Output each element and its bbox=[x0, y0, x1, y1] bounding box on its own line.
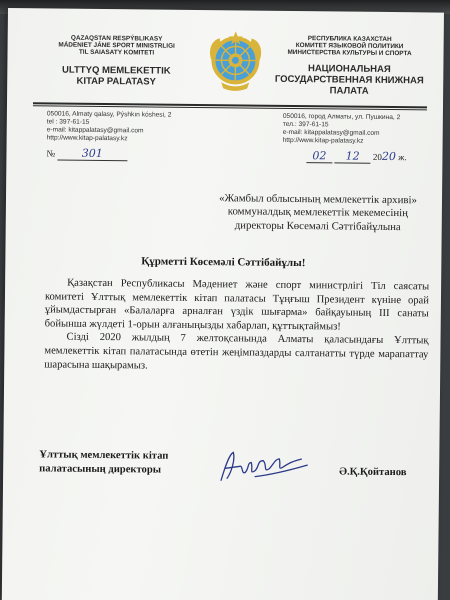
letterhead-kazakh bbox=[41, 34, 192, 87]
handwritten-number: 301 bbox=[57, 147, 127, 162]
address-email: e-mail: kitappalatasy@gmail.com bbox=[282, 128, 380, 137]
letterhead-left-line: TIL SAIASATY KOMITETI bbox=[78, 49, 155, 57]
reference-number bbox=[46, 146, 127, 161]
letterhead-right-title: ПАЛАТА bbox=[329, 84, 369, 97]
letterhead-left-line: MÁDENIET JÁNE SPORT MINISTRLIGI bbox=[58, 41, 175, 50]
number-prefix: № bbox=[46, 148, 56, 159]
date-end: ж. bbox=[398, 152, 407, 163]
letter-body bbox=[44, 276, 429, 375]
position-line: палатасының директоры bbox=[39, 463, 162, 476]
address-phone: tel : 397-61-15 bbox=[46, 118, 90, 126]
letter-page bbox=[2, 8, 444, 600]
greeting: Құрметті Көсемәлі Сәттібайұлы! bbox=[141, 255, 306, 270]
letterhead bbox=[7, 28, 444, 113]
letterhead-right-line: РЕСПУБЛИКА КАЗАХСТАН bbox=[307, 35, 392, 44]
address-kazakh bbox=[47, 110, 172, 143]
letterhead-left-title: KITAP PALATASY bbox=[76, 75, 156, 88]
signatory-name: Ә.Қ.Қойтанов bbox=[339, 466, 407, 479]
reference-date bbox=[306, 149, 406, 164]
date-month: 12 bbox=[335, 149, 371, 163]
handwritten-signature-icon bbox=[215, 446, 311, 487]
letterhead-right-line: КОМИТЕТ ЯЗЫКОВОЙ ПОЛИТИКИ bbox=[295, 42, 404, 51]
address-website: http://www.kitap-palatasy.kz bbox=[282, 136, 364, 145]
date-year-prefix: 20 bbox=[372, 151, 383, 162]
letterhead-left-line: QAZAQSTAN RESPÝBLIKASY bbox=[70, 34, 163, 43]
address-website: http://www.kitap-palatasy.kz bbox=[46, 134, 128, 143]
addressee-line: коммуналдық мемлекеттік мекемесінің bbox=[227, 205, 408, 220]
addressee-line: «Жамбыл облысының мемлекеттік архиві» bbox=[219, 192, 417, 207]
addressee-line: директоры Көсемәлі Сәттібайұлына bbox=[234, 219, 401, 233]
letterhead-left-title: ULTTYQ MEMLEKETTIK bbox=[62, 64, 171, 77]
date-year-suffix: 20 bbox=[381, 149, 397, 164]
address-line: 050016, город Алматы, ул. Пушкина, 2 bbox=[282, 112, 401, 122]
letterhead-right-line: МИНИСТЕРСТВА КУЛЬТУРЫ И СПОРТА bbox=[287, 49, 412, 58]
address-line: 050016, Almaty qalasy, Pýshkın kóshesi, 2 bbox=[46, 110, 172, 119]
letterhead-right-title: ГОСУДАРСТВЕННАЯ КНИЖНАЯ bbox=[274, 73, 424, 86]
addressee-block bbox=[202, 192, 434, 235]
address-phone: тел.: 397-61-15 bbox=[282, 120, 329, 129]
body-paragraph: Қазақстан Республикасы Мәдениет және спорт министрлігі Тіл саясаты комитеті Ұлттық мемлекеттік кітап палатасы Тұңғыш Президент күніне орай ұйымдастырған «Балаларға арналған үздік шығарма» байқауының ІІІ санаты бойынша жүлдеті 1-орын алғаныңызды хабарлап, құттықтаймыз! bbox=[44, 277, 430, 333]
signatory-position bbox=[39, 448, 209, 478]
position-line: Ұлттық мемлекеттік кітап bbox=[39, 449, 169, 462]
letterhead-russian bbox=[269, 35, 430, 97]
body-paragraph: Сізді 2020 жылдың 7 желтоқсанында Алматы қаласындағы Ұлттық мемлекеттік кітап палатасында өтетін жеңімпаздарды салтанатты түрде марапаттау шарасына шақырамыз. bbox=[44, 332, 429, 372]
address-email: e-mail: kitappalatasy@gmail.com bbox=[46, 126, 144, 135]
date-day: 02 bbox=[306, 149, 332, 163]
letterhead-right-title: НАЦИОНАЛЬНАЯ bbox=[307, 62, 391, 75]
address-russian bbox=[283, 113, 401, 146]
kazakhstan-state-emblem-icon bbox=[205, 30, 266, 93]
